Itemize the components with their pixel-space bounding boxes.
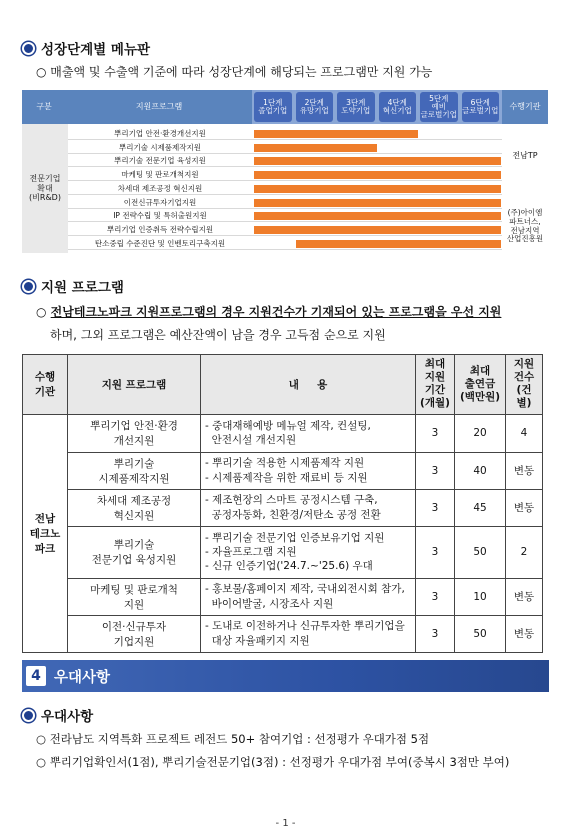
section-number: 4 (26, 666, 46, 686)
count-cell: 2 (506, 526, 543, 578)
table-row (23, 414, 543, 452)
period-cell: 3 (416, 414, 455, 452)
chart-program-label: 뿌리기술 시제품제작지원 (70, 142, 250, 153)
chart-header-org: 수행기관 (502, 90, 548, 124)
chart-org-cell-2: (주)아이엠 파트너스, 전남지역 산업진흥원 (506, 208, 544, 244)
chart-org-cell-1: 전남TP (512, 151, 538, 160)
period-cell: 3 (416, 526, 455, 578)
stage-header-5: 5단계 예비 글로벌기업 (420, 92, 458, 122)
chart-program-label: 이전신규투자기업지원 (70, 197, 250, 208)
bullet-icon (22, 42, 35, 55)
chart-program-bar (254, 157, 501, 165)
amount-cell: 20 (455, 414, 506, 452)
chart-category-cell: 전문기업 확대 (비R&D) (22, 124, 68, 253)
org-cell: 전남 테크노 파크 (23, 414, 68, 652)
table-row (23, 578, 543, 615)
col-header-org: 수행 기관 (23, 355, 68, 415)
chart-program-label: IP 전략수립 및 특허출원지원 (70, 210, 250, 221)
chart-gridline (68, 166, 502, 167)
content-cell: - 제조현장의 스마트 공정시스템 구축, 공정자동화, 친환경/저탄소 공정 전환 (201, 489, 416, 526)
chart-program-bar (254, 171, 501, 179)
priority-bullet-continued: 하며, 그외 프로그램은 예산잔액이 남을 경우 고득점 순으로 지원 (50, 328, 386, 342)
page-number: - 1 - (275, 818, 296, 829)
period-cell: 3 (416, 489, 455, 526)
chart-program-label: 뿌리기업 안전·환경개선지원 (70, 128, 250, 139)
content-cell: - 도내로 이전하거나 신규투자한 뿌리기업을 대상 자율패키지 지원 (201, 615, 416, 652)
preference-item: ○ 뿌리기업확인서(1점), 뿌리기술전문기업(3점) : 선정평가 우대가점 부여(중복시 3점만 부여) (36, 755, 510, 769)
count-cell: 변동 (506, 452, 543, 489)
count-cell: 변동 (506, 578, 543, 615)
count-cell: 변동 (506, 489, 543, 526)
bullet-icon (22, 709, 35, 722)
amount-cell: 50 (455, 526, 506, 578)
amount-cell: 10 (455, 578, 506, 615)
col-header-program: 지원 프로그램 (68, 355, 201, 415)
bullet-underlined-text: 전남테크노파크 지원프로그램의 경우 지원건수가 기재되어 있는 프로그램을 우선 지원 (50, 305, 502, 319)
bullet-text: ○ 매출액 및 수출액 기준에 따라 성장단계에 해당되는 프로그램만 지원 가능 (36, 65, 433, 79)
period-cell: 3 (416, 615, 455, 652)
section-title: 우대사항 (41, 709, 94, 725)
chart-program-label: 마케팅 및 판로개척지원 (70, 169, 250, 180)
chart-gridline (68, 208, 502, 209)
section-heading-programs (22, 276, 124, 296)
col-header-period: 최대 지원 기간 (개월) (416, 355, 455, 415)
section-title: 성장단계별 메뉴판 (41, 42, 151, 58)
col-header-count: 지원 건수 (건별) (506, 355, 543, 415)
chart-program-bar (296, 240, 502, 248)
chart-program-bar (254, 212, 501, 220)
banner-title: 우대사항 (54, 669, 111, 686)
amount-cell: 40 (455, 452, 506, 489)
chart-program-bar (254, 185, 501, 193)
table-header-row (23, 355, 543, 415)
chart-gridline (68, 153, 502, 154)
section-banner (22, 660, 549, 692)
program-cell: 뿌리기술 전문기업 육성지원 (68, 526, 201, 578)
table-row (23, 526, 543, 578)
amount-cell: 50 (455, 615, 506, 652)
growth-stage-chart (22, 90, 548, 253)
amount-cell: 45 (455, 489, 506, 526)
chart-gridline (68, 194, 502, 195)
table-row (23, 615, 543, 652)
program-table (22, 354, 543, 653)
content-cell: - 뿌리기술 전문기업 인증보유기업 지원 - 자율프로그램 지원 - 신규 인증기업('24.7.~'25.6) 우대 (201, 526, 416, 578)
period-cell: 3 (416, 452, 455, 489)
stage-header-1: 1단계 졸업기업 (254, 92, 292, 122)
chart-gridline (68, 221, 502, 222)
section-heading-preferences (22, 705, 93, 725)
program-cell: 마케팅 및 판로개척 지원 (68, 578, 201, 615)
preference-item: ○ 전라남도 지역특화 프로젝트 레전드 50+ 참여기업 : 선정평가 우대가점 5점 (36, 732, 430, 746)
chart-program-bar (254, 199, 501, 207)
priority-bullet (36, 303, 501, 320)
chart-program-bar (254, 226, 501, 234)
bullet-lead: ○ (36, 305, 51, 319)
section-heading-stage-menu (22, 38, 150, 58)
table-row (23, 489, 543, 526)
chart-program-bar (254, 130, 418, 138)
table-row (23, 452, 543, 489)
stage-header-6: 6단계 글로벌기업 (462, 92, 500, 122)
section-bullet (36, 63, 432, 80)
count-cell: 4 (506, 414, 543, 452)
content-cell: - 뿌리기술 적용한 시제품제작 지원 - 시제품제작을 위한 재료비 등 지원 (201, 452, 416, 489)
program-cell: 뿌리기술 시제품제작지원 (68, 452, 201, 489)
bullet-icon (22, 280, 35, 293)
chart-header-program: 지원프로그램 (66, 90, 252, 124)
stage-header-4: 4단계 혁신기업 (379, 92, 417, 122)
chart-program-label: 뿌리기업 인증취득 전략수립지원 (70, 224, 250, 235)
stage-header-2: 2단계 유망기업 (296, 92, 334, 122)
program-cell: 뿌리기업 안전·환경 개선지원 (68, 414, 201, 452)
count-cell: 변동 (506, 615, 543, 652)
section-title: 지원 프로그램 (41, 280, 124, 296)
col-header-content: 내 용 (201, 355, 416, 415)
program-cell: 이전·신규투자 기업지원 (68, 615, 201, 652)
chart-program-label: 탄소중립 수준진단 및 인벤토리구축지원 (70, 238, 250, 249)
chart-gridline (68, 235, 502, 236)
program-cell: 차세대 제조공정 혁신지원 (68, 489, 201, 526)
chart-gridline (68, 139, 502, 140)
chart-header-category: 구분 (22, 90, 66, 124)
chart-program-bar (254, 144, 377, 152)
period-cell: 3 (416, 578, 455, 615)
chart-program-label: 차세대 제조공정 혁신지원 (70, 183, 250, 194)
col-header-amount: 최대 출연금 (백만원) (455, 355, 506, 415)
content-cell: - 중대재해예방 메뉴얼 제작, 컨설팅, 안전시설 개선지원 (201, 414, 416, 452)
content-cell: - 홍보물/홈페이지 제작, 국내외전시회 참가, 바이어발굴, 시장조사 지원 (201, 578, 416, 615)
chart-program-label: 뿌리기술 전문기업 육성지원 (70, 155, 250, 166)
stage-header-3: 3단계 도약기업 (337, 92, 375, 122)
chart-gridline (68, 249, 502, 250)
chart-gridline (68, 180, 502, 181)
